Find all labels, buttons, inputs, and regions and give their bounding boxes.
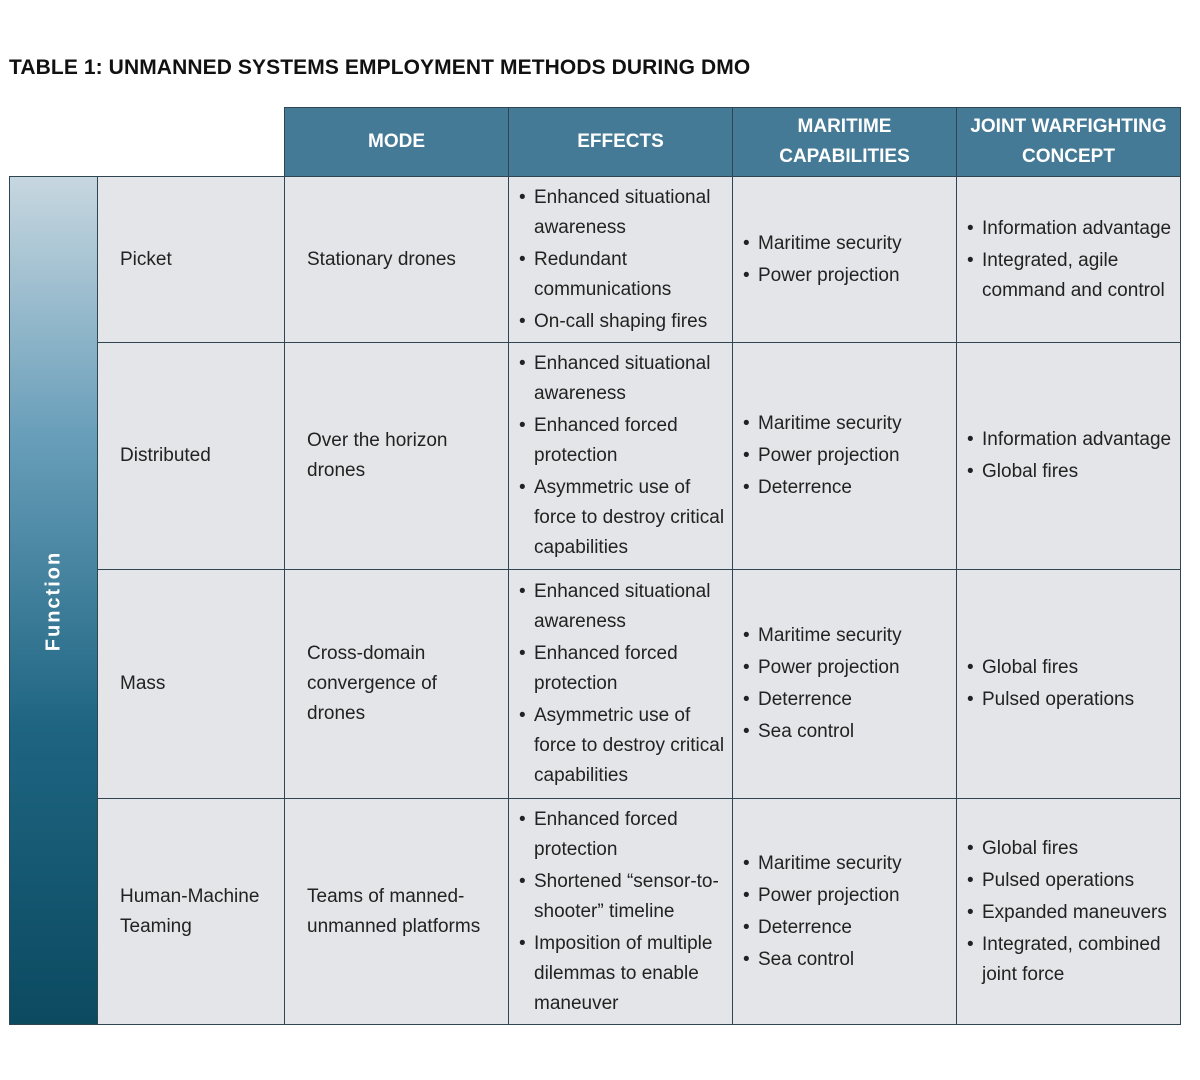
list-item: • Information advantage: [967, 425, 1174, 455]
list-item: • Global fires: [967, 653, 1174, 683]
header-maritime-capabilities: MARITIME CAPABILITIES: [732, 107, 956, 176]
list-item: • Sea control: [743, 945, 950, 975]
list-item: • Shortened “sensor-to-shooter” timeline: [519, 867, 726, 927]
list-item: • Enhanced situational awareness: [519, 349, 726, 409]
concepts-list: [967, 423, 1174, 489]
concepts-list: [967, 651, 1174, 717]
function-cell-human-machine-teaming: Human-Machine Teaming: [97, 798, 284, 1025]
capabilities-list: [743, 847, 950, 977]
mode-cell: Cross-domain convergence of drones: [284, 569, 508, 798]
function-side-label: Function: [42, 550, 64, 651]
capabilities-list: [743, 619, 950, 749]
function-cell-picket: Picket: [97, 176, 284, 342]
list-item: • Expanded maneuvers: [967, 898, 1174, 928]
concepts-cell: [956, 569, 1181, 798]
list-item: • Power projection: [743, 881, 950, 911]
effects-cell: [508, 798, 732, 1025]
concepts-list: [967, 832, 1174, 992]
function-cell-mass: Mass: [97, 569, 284, 798]
list-item: • Enhanced situational awareness: [519, 183, 726, 243]
header-mode: MODE: [284, 107, 508, 176]
list-item: • Pulsed operations: [967, 866, 1174, 896]
list-item: • Global fires: [967, 457, 1174, 487]
list-item: • Asymmetric use of force to destroy critical capabilities: [519, 701, 726, 791]
list-item: • Redundant communications: [519, 245, 726, 305]
capabilities-list: [743, 407, 950, 505]
list-item: • Information advantage: [967, 214, 1174, 244]
concepts-cell: [956, 798, 1181, 1025]
effects-list: [519, 575, 726, 793]
capabilities-cell: [732, 342, 956, 569]
capabilities-list: [743, 227, 950, 293]
list-item: • Maritime security: [743, 229, 950, 259]
concepts-cell: [956, 342, 1181, 569]
list-item: • Asymmetric use of force to destroy critical capabilities: [519, 473, 726, 563]
list-item: • Enhanced forced protection: [519, 411, 726, 471]
list-item: • Deterrence: [743, 473, 950, 503]
mode-cell: Teams of manned-unmanned platforms: [284, 798, 508, 1025]
list-item: • Enhanced forced protection: [519, 639, 726, 699]
list-item: • Integrated, agile command and control: [967, 246, 1174, 306]
list-item: • Maritime security: [743, 621, 950, 651]
list-item: • Imposition of multiple dilemmas to enable maneuver: [519, 929, 726, 1019]
employment-methods-table: [9, 107, 1181, 1025]
list-item: • Deterrence: [743, 685, 950, 715]
function-cell-distributed: Distributed: [97, 342, 284, 569]
list-item: • On-call shaping fires: [519, 307, 726, 337]
capabilities-cell: [732, 176, 956, 342]
list-item: • Sea control: [743, 717, 950, 747]
effects-cell: [508, 176, 732, 342]
list-item: • Enhanced situational awareness: [519, 577, 726, 637]
mode-cell: Over the horizon drones: [284, 342, 508, 569]
list-item: • Deterrence: [743, 913, 950, 943]
list-item: • Global fires: [967, 834, 1174, 864]
effects-list: [519, 181, 726, 339]
concepts-list: [967, 212, 1174, 308]
capabilities-cell: [732, 798, 956, 1025]
list-item: • Integrated, combined joint force: [967, 930, 1174, 990]
table-title: TABLE 1: UNMANNED SYSTEMS EMPLOYMENT METHODS DURING DMO: [9, 56, 751, 79]
list-item: • Maritime security: [743, 409, 950, 439]
mode-cell: Stationary drones: [284, 176, 508, 342]
effects-cell: [508, 342, 732, 569]
effects-list: [519, 803, 726, 1021]
list-item: • Enhanced forced protection: [519, 805, 726, 865]
capabilities-cell: [732, 569, 956, 798]
concepts-cell: [956, 176, 1181, 342]
header-effects: EFFECTS: [508, 107, 732, 176]
header-joint-warfighting-concept: JOINT WARFIGHTING CONCEPT: [956, 107, 1181, 176]
header-blank-corner: [9, 107, 284, 176]
list-item: • Power projection: [743, 653, 950, 683]
list-item: • Pulsed operations: [967, 685, 1174, 715]
list-item: • Maritime security: [743, 849, 950, 879]
list-item: • Power projection: [743, 441, 950, 471]
effects-list: [519, 347, 726, 565]
effects-cell: [508, 569, 732, 798]
list-item: • Power projection: [743, 261, 950, 291]
function-side-bar: [9, 176, 97, 1025]
